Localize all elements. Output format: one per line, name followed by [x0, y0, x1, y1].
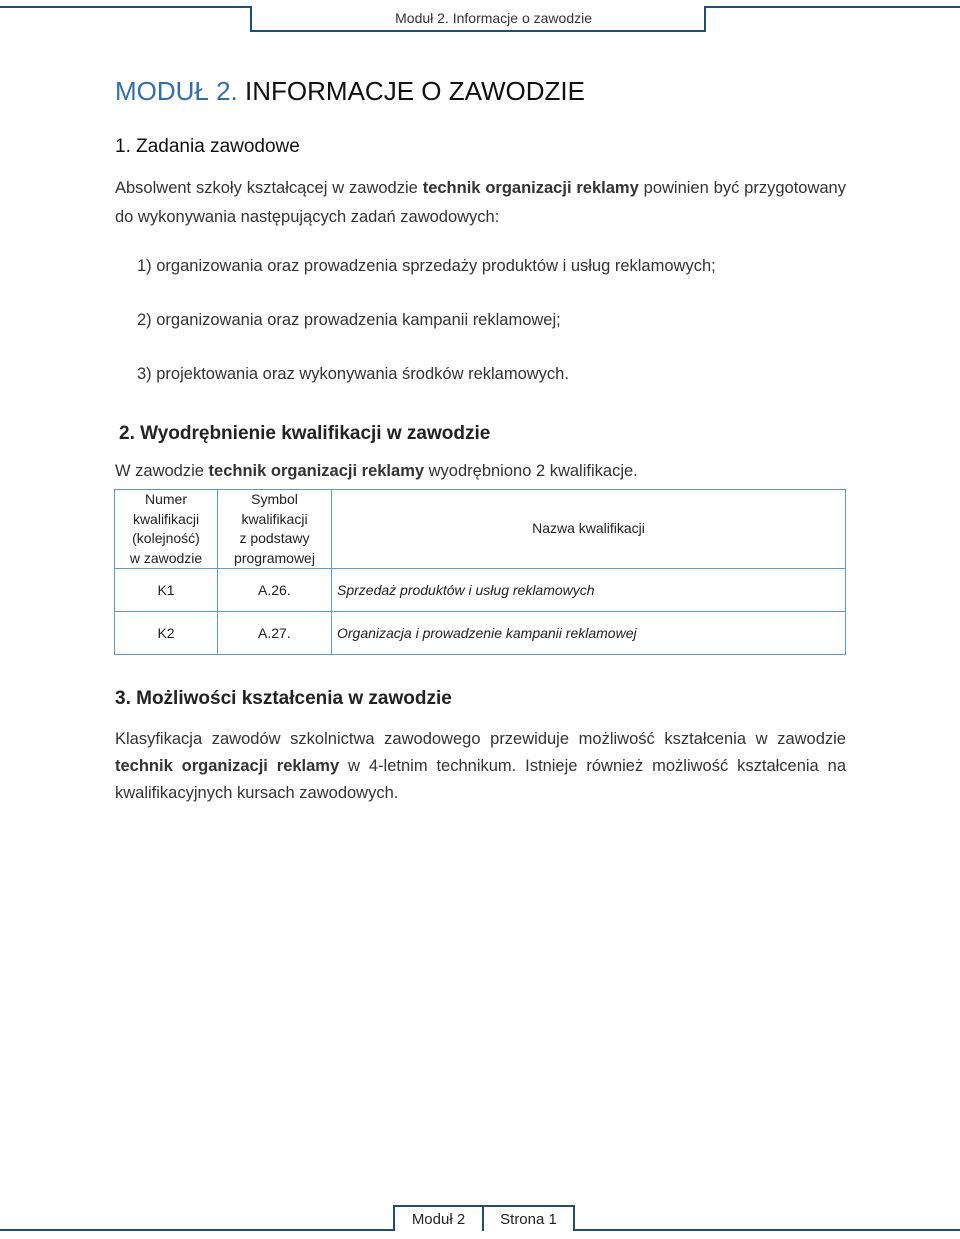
header-line: Numer: [144, 491, 187, 507]
intro-text: Absolwent szkoły kształcącej w zawodzie: [115, 179, 423, 197]
cell-name: Organizacja i prowadzenie kampanii reklamowej: [332, 612, 846, 655]
cell-number: K2: [115, 612, 218, 655]
intro-text-end: powinien być przygotowany do wykonywania następujących zadań zawodowych:: [115, 179, 846, 226]
intro-text: W zawodzie: [115, 462, 209, 480]
task-item: 2) organizowania oraz prowadzenia kampanii reklamowej;: [137, 311, 561, 329]
profession-name: technik organizacji reklamy: [115, 757, 340, 775]
running-header: [250, 6, 706, 32]
module-title-prefix: MODUŁ 2.: [115, 76, 238, 106]
header-line: Symbol: [251, 491, 298, 507]
header-number: [115, 490, 218, 569]
section-1-heading: 1. Zadania zawodowe: [115, 136, 300, 157]
body-text-end: w 4-letnim technikum. Istnieje również możliwość kształcenia na kwalifikacyjnych kursach zawodowych.: [115, 757, 846, 802]
header-line: z podstawy: [239, 530, 310, 546]
table-header-row: [115, 490, 846, 569]
header-line: kwalifikacji: [132, 510, 200, 527]
cell-number: K1: [115, 569, 218, 612]
header-line: kwalifikacji: [241, 510, 308, 527]
cell-symbol: A.26.: [218, 569, 332, 612]
table-row: [115, 612, 846, 655]
cell-symbol: A.27.: [218, 612, 332, 655]
section-2-intro: [115, 462, 638, 481]
footer-module: [393, 1205, 484, 1231]
table-row: [115, 569, 846, 612]
header-name: Nazwa kwalifikacji: [332, 490, 846, 569]
module-title: [115, 76, 585, 107]
footer-page-number: [484, 1205, 575, 1231]
task-item: 1) organizowania oraz prowadzenia sprzedaży produktów i usług reklamowych;: [137, 257, 716, 275]
intro-text-end: wyodrębniono 2 kwalifikacje.: [424, 462, 638, 480]
profession-name: technik organizacji reklamy: [422, 179, 639, 197]
qualifications-table: [114, 489, 846, 655]
profession-name: technik organizacji reklamy: [208, 462, 425, 480]
header-line: w zawodzie: [129, 549, 203, 566]
running-header-title: Moduł 2. Informacje o zawodzie: [395, 10, 592, 26]
body-text: Klasyfikacja zawodów szkolnictwa zawodowego przewiduje możliwość kształcenia w zawodzie: [115, 730, 846, 748]
header-rule-left: [0, 6, 250, 8]
section-3-text: [115, 726, 846, 807]
section-3-heading: 3. Możliwości kształcenia w zawodzie: [115, 688, 452, 709]
section-2-heading: 2. Wyodrębnienie kwalifikacji w zawodzie: [119, 423, 491, 444]
footer-rule-right: [575, 1229, 960, 1231]
header-rule-right: [706, 6, 960, 8]
footer-module-label: Moduł 2: [411, 1210, 466, 1228]
header-line: programowej: [234, 549, 315, 566]
module-title-rest: INFORMACJE O ZAWODZIE: [245, 76, 585, 106]
footer-rule-left: [0, 1229, 393, 1231]
cell-name: Sprzedaż produktów i usług reklamowych: [332, 569, 846, 612]
header-line: (kolejność): [132, 530, 200, 546]
footer-page-label: Strona 1: [500, 1210, 557, 1228]
section-1-intro: [115, 174, 846, 232]
header-symbol: [218, 490, 332, 569]
task-item: 3) projektowania oraz wykonywania środków reklamowych.: [137, 365, 569, 383]
